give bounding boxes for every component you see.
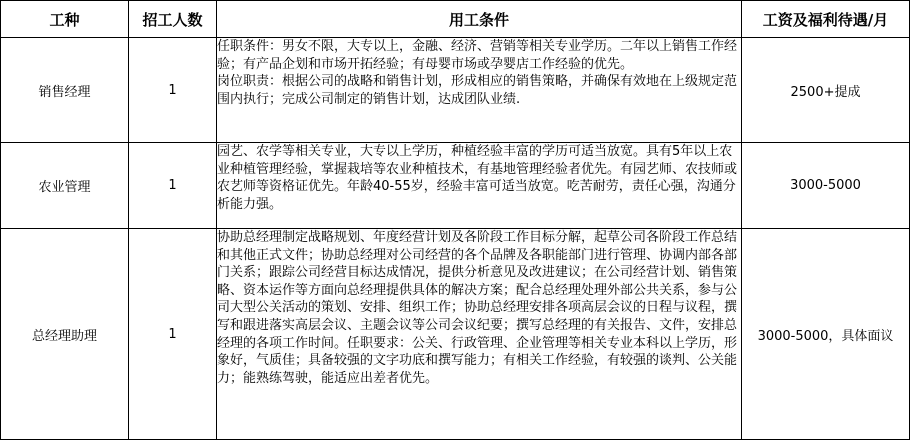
header-pay: 工资及福利待遇/月 bbox=[742, 1, 910, 38]
header-job-type: 工种 bbox=[1, 1, 129, 38]
job-type-cell: 总经理助理 bbox=[1, 229, 129, 440]
conditions-cell bbox=[217, 38, 742, 143]
conditions-cell bbox=[217, 143, 742, 229]
conditions-paragraph: 协助总经理制定战略规划、年度经营计划及各阶段工作目标分解，起草公司各阶段工作总结和其他正式文件；协助总经理对公司经营的各个品牌及各职能部门进行管理、协调内部各部门关系；跟踪公司经营目标达成情况，提供分析意见及改进建议；在公司经营计划、销售策略、资本运作等方面向总经理提供具体的解决方案；配合总经理处理外部公共关系，参与公司大型公关活动的策划、安排、组织工作；协助总经理安排各项高层会议的日程与议程，撰写和跟进落实高层会议、主题会议等公司会议纪要；撰写总经理的有关报告、文件，安排总经理的各项工作时间。任职要求：公关、行政管理、企业管理等相关专业本科以上学历，形象好，气质佳；具备较强的文字功底和撰写能力；有相关工作经验，有较强的谈判、公关能力；能熟练驾驶，能适应出差者优先。 bbox=[217, 230, 738, 386]
conditions-cell bbox=[217, 229, 742, 440]
conditions-paragraph: 园艺、农学等相关专业，大专以上学历，种植经验丰富的学历可适当放宽。具有5年以上农业种植管理经验，掌握栽培等农业种植技术，有基地管理经验者优先。有园艺师、农技师或农艺师等资格证优先。年龄40-55岁，经验丰富可适当放宽。吃苦耐劳，责任心强，沟通分析能力强。 bbox=[217, 144, 738, 212]
table-row bbox=[1, 229, 910, 440]
headcount-cell: 1 bbox=[129, 229, 217, 440]
job-type-cell: 销售经理 bbox=[1, 38, 129, 143]
headcount-cell: 1 bbox=[129, 38, 217, 143]
header-conditions: 用工条件 bbox=[217, 1, 742, 38]
header-headcount: 招工人数 bbox=[129, 1, 217, 38]
table-row bbox=[1, 38, 910, 143]
header-row bbox=[1, 1, 910, 38]
conditions-paragraph: 岗位职责：根据公司的战略和销售计划，形成相应的销售策略，并确保有效地在上级规定范围内执行；完成公司制定的销售计划，达成团队业绩. bbox=[217, 74, 738, 107]
headcount-cell: 1 bbox=[129, 143, 217, 229]
conditions-paragraph: 任职条件：男女不限，大专以上，金融、经济、营销等相关专业学历。二年以上销售工作经验；有产品企划和市场开拓经验；有母婴市场或孕婴店工作经验的优先。 bbox=[217, 39, 738, 72]
pay-cell: 3000-5000，具体面议 bbox=[742, 229, 910, 440]
job-type-cell: 农业管理 bbox=[1, 143, 129, 229]
table-row bbox=[1, 143, 910, 229]
pay-cell: 3000-5000 bbox=[742, 143, 910, 229]
pay-cell: 2500+提成 bbox=[742, 38, 910, 143]
